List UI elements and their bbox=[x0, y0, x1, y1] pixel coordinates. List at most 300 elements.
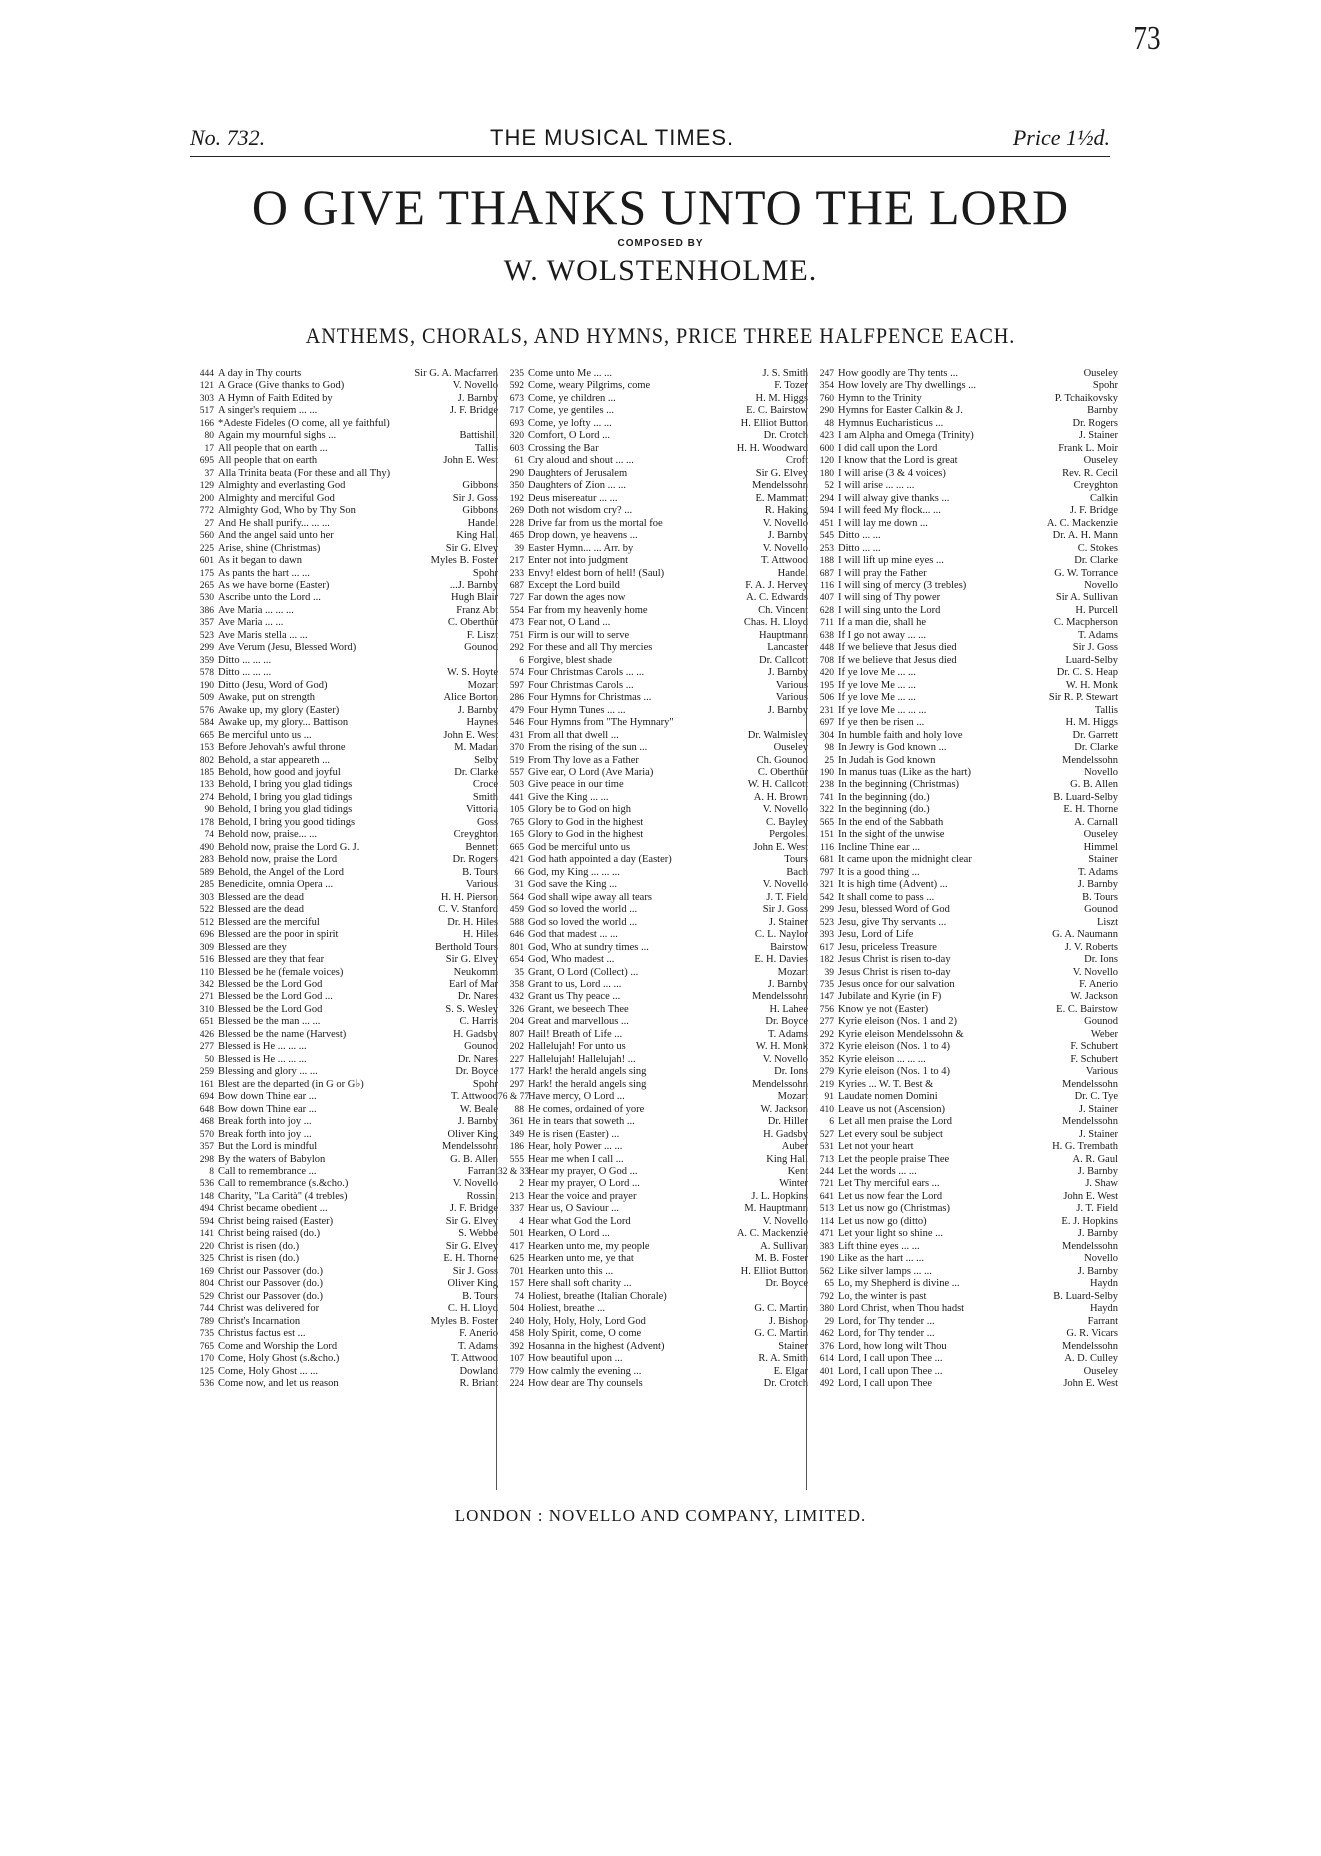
masthead bbox=[190, 125, 1110, 165]
entry-number: 2 bbox=[519, 1179, 524, 1190]
catalogue-entry bbox=[498, 630, 808, 642]
entry-number: 359 bbox=[199, 655, 214, 666]
entry-composer: Weber bbox=[1090, 1028, 1118, 1040]
catalogue-entry bbox=[808, 393, 1118, 405]
entry-title: If we believe that Jesus died bbox=[838, 642, 957, 654]
entry-number: 697 bbox=[819, 718, 834, 729]
catalogue-entry bbox=[808, 605, 1118, 617]
entry-title: It is a good thing ... bbox=[838, 866, 920, 878]
entry-title: God shall wipe away all tears bbox=[528, 891, 652, 903]
entry-composer: Haydn bbox=[1090, 1278, 1118, 1290]
catalogue-entry bbox=[498, 730, 808, 742]
entry-composer: Auber bbox=[781, 1141, 808, 1153]
entry-composer: J. Barnby bbox=[1077, 1166, 1118, 1177]
entry-composer: Dr. Nares bbox=[457, 991, 498, 1003]
entry-number: 294 bbox=[819, 493, 834, 504]
entry-composer: Himmel bbox=[1083, 841, 1118, 853]
entry-composer: Vittoria bbox=[465, 804, 498, 816]
entry-title: A day in Thy courts bbox=[218, 368, 302, 379]
entry-composer: V. Novello bbox=[762, 1053, 808, 1065]
catalogue-entry bbox=[808, 767, 1118, 779]
entry-number: 185 bbox=[199, 768, 214, 778]
catalogue-entry bbox=[808, 1278, 1118, 1290]
entry-number: 39 bbox=[514, 543, 524, 554]
entry-composer: E. Mammatt bbox=[755, 492, 808, 504]
entry-number: 693 bbox=[509, 418, 524, 429]
entry-composer: Winter bbox=[779, 1178, 808, 1190]
catalogue-entry bbox=[498, 1253, 808, 1265]
entry-title: Deus misereatur ... ... bbox=[528, 492, 618, 504]
entry-number: 259 bbox=[199, 1067, 214, 1078]
catalogue-list bbox=[188, 368, 1118, 1490]
entry-title: Blessing and glory ... ... bbox=[218, 1066, 318, 1078]
entry-composer: S. S. Wesley bbox=[445, 1003, 498, 1015]
entry-number: 523 bbox=[819, 917, 834, 928]
entry-title: Hear the voice and prayer bbox=[528, 1190, 637, 1202]
entry-number: 444 bbox=[199, 369, 214, 379]
entry-composer: H. Gadsby bbox=[763, 1128, 808, 1140]
entry-composer: John E. West bbox=[443, 729, 498, 741]
entry-number: 494 bbox=[199, 1204, 214, 1215]
entry-number: 50 bbox=[204, 1054, 214, 1065]
entry-composer: J. T. Field bbox=[766, 891, 808, 903]
catalogue-entry bbox=[808, 468, 1118, 480]
entry-title: Except the Lord build bbox=[528, 579, 620, 591]
entry-number: 687 bbox=[819, 568, 834, 579]
catalogue-entry bbox=[498, 1154, 808, 1166]
entry-composer: R. A. Smith bbox=[758, 1353, 808, 1365]
entry-composer: V. Novello bbox=[762, 517, 808, 529]
entry-number: 517 bbox=[199, 406, 214, 417]
entry-composer: R. Briant bbox=[459, 1377, 498, 1389]
entry-composer: Luard-Selby bbox=[1065, 654, 1118, 666]
catalogue-entry bbox=[808, 1129, 1118, 1141]
entry-title: Hymnus Eucharisticus ... bbox=[838, 417, 944, 429]
entry-title: All people that on earth bbox=[218, 455, 318, 467]
entry-title: I will feed My flock... ... bbox=[838, 505, 941, 517]
entry-composer: V. Novello bbox=[452, 1178, 498, 1190]
entry-composer: Handel bbox=[467, 517, 498, 529]
entry-composer: A. H. Brown bbox=[753, 791, 808, 803]
catalogue-entry bbox=[498, 468, 808, 480]
entry-number: 458 bbox=[509, 1329, 524, 1340]
entry-title: Hail! Breath of Life ... bbox=[528, 1028, 623, 1040]
entry-number: 380 bbox=[819, 1304, 834, 1315]
entry-number: 531 bbox=[819, 1142, 834, 1153]
catalogue-entry bbox=[498, 393, 808, 405]
entry-number: 265 bbox=[199, 580, 214, 591]
entry-title: Hear what God the Lord bbox=[528, 1215, 631, 1227]
entry-composer: S. Webbe bbox=[458, 1228, 498, 1240]
entry-title: A singer's requiem ... ... bbox=[218, 405, 318, 417]
entry-number: 269 bbox=[509, 506, 524, 517]
entry-composer: Stainer bbox=[778, 1340, 808, 1352]
entry-composer: T. Adams bbox=[457, 1340, 498, 1352]
entry-title: He comes, ordained of yore bbox=[528, 1103, 645, 1115]
entry-title: Holy, Holy, Holy, Lord God bbox=[528, 1315, 646, 1327]
page-number: 73 bbox=[1133, 20, 1161, 57]
catalogue-entry bbox=[808, 1341, 1118, 1353]
entry-composer: Dr. Crotch bbox=[763, 430, 808, 442]
entry-composer: Stainer bbox=[1088, 854, 1118, 866]
entry-number: 240 bbox=[509, 1316, 524, 1327]
entry-composer: Creyghton bbox=[1073, 480, 1118, 492]
entry-number: 166 bbox=[199, 418, 214, 429]
entry-composer: Rossini bbox=[466, 1190, 498, 1202]
entry-title: Ave Maria ... ... bbox=[218, 617, 284, 629]
entry-composer: Gibbons bbox=[462, 505, 498, 517]
entry-composer: E. H. Thorne bbox=[1063, 804, 1118, 816]
entry-number: 592 bbox=[509, 381, 524, 392]
entry-number: 735 bbox=[819, 979, 834, 990]
entry-composer: Dr. Hiller bbox=[767, 1116, 808, 1128]
catalogue-entry bbox=[188, 1141, 498, 1153]
catalogue-entry bbox=[498, 1116, 808, 1128]
catalogue-column-3 bbox=[808, 368, 1118, 1390]
entry-composer: H. Purcell bbox=[1075, 604, 1118, 616]
entry-number: 468 bbox=[199, 1117, 214, 1128]
entry-title: Blessed be the name (Harvest) bbox=[218, 1028, 347, 1040]
entry-composer: Sir J. Goss bbox=[762, 904, 808, 916]
entry-title: Jesus Christ is risen to-day bbox=[838, 954, 951, 966]
catalogue-entry bbox=[188, 1203, 498, 1215]
entry-number: 52 bbox=[824, 481, 834, 492]
entry-composer: Franz Abt bbox=[456, 604, 498, 616]
entry-composer: H. Elliot Button bbox=[740, 417, 808, 429]
catalogue-entry bbox=[498, 493, 808, 505]
entry-composer: Mozart bbox=[777, 966, 808, 978]
catalogue-entry bbox=[808, 1154, 1118, 1166]
entry-title: Come, ye gentiles ... bbox=[528, 405, 615, 417]
entry-composer: John E. West bbox=[1063, 1190, 1118, 1202]
entry-composer: Spohr bbox=[1092, 380, 1118, 392]
catalogue-entry bbox=[808, 530, 1118, 542]
catalogue-entry bbox=[188, 493, 498, 505]
catalogue-entry bbox=[808, 1041, 1118, 1053]
entry-composer: Sir G. Elvey bbox=[755, 467, 808, 479]
entry-title: Lift thine eyes ... ... bbox=[838, 1240, 920, 1252]
entry-title: Let your light so shine ... bbox=[838, 1228, 943, 1240]
entry-number: 625 bbox=[509, 1254, 524, 1265]
entry-title: Lord, for Thy tender ... bbox=[838, 1328, 935, 1340]
catalogue-entry bbox=[498, 742, 808, 754]
entry-number: 527 bbox=[819, 1129, 834, 1140]
entry-number: 717 bbox=[509, 406, 524, 417]
entry-composer: Sir J. Goss bbox=[1072, 642, 1118, 654]
entry-number: 35 bbox=[514, 967, 524, 978]
entry-number: 74 bbox=[204, 830, 214, 841]
entry-composer: W. H. Callcott bbox=[747, 779, 808, 791]
entry-number: 522 bbox=[199, 905, 214, 916]
catalogue-entry bbox=[498, 380, 808, 392]
entry-title: Leave us not (Ascension) bbox=[838, 1103, 946, 1115]
composed-by-label: COMPOSED BY bbox=[617, 238, 704, 249]
entry-number: 325 bbox=[199, 1254, 214, 1265]
catalogue-entry bbox=[498, 1054, 808, 1066]
entry-composer: Ouseley bbox=[1083, 1365, 1118, 1377]
catalogue-entry bbox=[188, 530, 498, 542]
entry-composer: Sir R. P. Stewart bbox=[1048, 692, 1118, 704]
catalogue-entry bbox=[188, 1266, 498, 1278]
entry-title: Behold, I bring you glad tidings bbox=[218, 791, 353, 803]
entry-number: 105 bbox=[509, 805, 524, 816]
entry-composer: Pergolesi bbox=[769, 829, 808, 841]
entry-title: Blessed be the Lord God bbox=[218, 1003, 323, 1015]
catalogue-entry bbox=[188, 717, 498, 729]
entry-number: 741 bbox=[819, 792, 834, 803]
entry-composer: Liszt bbox=[1097, 916, 1118, 928]
entry-composer: V. Novello bbox=[762, 1215, 808, 1227]
catalogue-entry bbox=[188, 1004, 498, 1016]
entry-composer: J. Stainer bbox=[1078, 1128, 1118, 1140]
catalogue-entry bbox=[498, 655, 808, 667]
entry-title: Give peace in our time bbox=[528, 779, 624, 791]
entry-number: 151 bbox=[819, 830, 834, 841]
entry-title: Four Hymns from "The Hymnary" bbox=[528, 717, 674, 729]
entry-number: 48 bbox=[824, 418, 834, 429]
entry-number: 310 bbox=[199, 1004, 214, 1015]
entry-number: 61 bbox=[514, 456, 524, 467]
catalogue-entry bbox=[808, 1228, 1118, 1240]
catalogue-entry bbox=[498, 755, 808, 767]
entry-composer: W. Beale bbox=[459, 1103, 498, 1115]
entry-number: 589 bbox=[199, 867, 214, 878]
entry-number: 190 bbox=[819, 1254, 834, 1265]
catalogue-entry bbox=[808, 1191, 1118, 1203]
entry-title: Hark! the herald angels sing bbox=[528, 1066, 647, 1078]
entry-number: 393 bbox=[819, 930, 834, 941]
catalogue-entry bbox=[188, 1278, 498, 1290]
catalogue-entry bbox=[188, 692, 498, 704]
catalogue-entry bbox=[498, 1228, 808, 1240]
catalogue-entry bbox=[808, 804, 1118, 816]
catalogue-entry bbox=[498, 518, 808, 530]
entry-title: But the Lord is mindful bbox=[218, 1141, 318, 1153]
entry-title: Hear my prayer, O God ... bbox=[528, 1166, 638, 1177]
entry-composer: C. Macpherson bbox=[1053, 617, 1118, 629]
entry-title: Break forth into joy ... bbox=[218, 1116, 312, 1128]
catalogue-entry bbox=[188, 1178, 498, 1190]
entry-composer: T. Attwood bbox=[450, 1091, 498, 1103]
entry-title: Come now, and let us reason bbox=[218, 1377, 339, 1389]
entry-title: I will arise (3 & 4 voices) bbox=[838, 467, 946, 479]
entry-composer: Mozart bbox=[777, 1091, 808, 1103]
entry-composer: Gibbons bbox=[462, 480, 498, 492]
entry-composer: H. Gadsby bbox=[453, 1028, 498, 1040]
entry-title: Come and Worship the Lord bbox=[218, 1340, 338, 1352]
entry-title: Great and marvellous ... bbox=[528, 1016, 629, 1028]
catalogue-entry bbox=[498, 555, 808, 567]
catalogue-entry bbox=[498, 680, 808, 692]
entry-title: Charity, "La Carità" (4 trebles) bbox=[218, 1190, 348, 1202]
entry-title: Hearken unto me, ye that bbox=[528, 1253, 634, 1265]
entry-number: 274 bbox=[199, 792, 214, 803]
header-rule bbox=[190, 156, 1110, 157]
entry-number: 188 bbox=[819, 556, 834, 567]
catalogue-entry bbox=[188, 418, 498, 430]
entry-title: Be merciful unto us ... bbox=[218, 729, 312, 741]
entry-composer: Battishill bbox=[459, 430, 498, 442]
entry-composer: C. Stokes bbox=[1077, 542, 1118, 554]
entry-number: 235 bbox=[509, 369, 524, 379]
entry-title: Laudate nomen Domini bbox=[838, 1091, 938, 1103]
catalogue-entry bbox=[498, 1378, 808, 1390]
entry-number: 91 bbox=[824, 1092, 834, 1103]
catalogue-entry bbox=[188, 817, 498, 829]
entry-title: Hear me when I call ... bbox=[528, 1153, 624, 1165]
entry-number: 562 bbox=[819, 1266, 834, 1277]
catalogue-entry bbox=[498, 455, 808, 467]
entry-composer: Mendelssohn bbox=[752, 1078, 808, 1090]
entry-title: God, Who madest ... bbox=[528, 954, 615, 966]
catalogue-entry bbox=[808, 1266, 1118, 1278]
entry-title: Hosanna in the highest (Advent) bbox=[528, 1340, 665, 1352]
catalogue-entry bbox=[808, 1016, 1118, 1028]
catalogue-entry bbox=[188, 1191, 498, 1203]
catalogue-entry bbox=[188, 1129, 498, 1141]
entry-title: Jesu, give Thy servants ... bbox=[838, 916, 947, 928]
entry-composer: Sir J. Goss bbox=[452, 492, 498, 504]
entry-composer: G. B. Allen bbox=[1070, 779, 1118, 791]
entry-title: Blessed is He ... ... ... bbox=[218, 1053, 307, 1065]
entry-title: In Jewry is God known ... bbox=[838, 742, 947, 754]
catalogue-entry bbox=[188, 630, 498, 642]
entry-title: Ave Maris stella ... ... bbox=[218, 629, 308, 641]
catalogue-entry bbox=[188, 705, 498, 717]
entry-title: I am Alpha and Omega (Trinity) bbox=[838, 430, 974, 442]
entry-title: Blessed is He ... ... ... bbox=[218, 1041, 307, 1053]
entry-number: 574 bbox=[509, 668, 524, 679]
entry-number: 247 bbox=[819, 369, 834, 379]
entry-composer: John E. West bbox=[1063, 1377, 1118, 1389]
entry-composer: Gounod bbox=[464, 642, 498, 654]
entry-number: 148 bbox=[199, 1191, 214, 1202]
entry-title: Christ's Incarnation bbox=[218, 1315, 301, 1327]
catalogue-entry bbox=[808, 1116, 1118, 1128]
publisher-imprint bbox=[0, 1506, 1321, 1526]
entry-title: Christ being raised (do.) bbox=[218, 1228, 321, 1240]
entry-composer: C. H. Lloyd bbox=[447, 1303, 498, 1315]
entry-composer: Ouseley bbox=[1083, 455, 1118, 467]
entry-title: I will sing of mercy (3 trebles) bbox=[838, 579, 967, 591]
catalogue-entry bbox=[808, 368, 1118, 380]
entry-title: I will pray the Father bbox=[838, 567, 927, 579]
entry-title: Hearken unto this ... bbox=[528, 1265, 614, 1277]
entry-title: Awake up, my glory (Easter) bbox=[218, 704, 340, 716]
entry-composer: F. Tozer bbox=[774, 380, 808, 392]
entry-title: Blessed be he (female voices) bbox=[218, 966, 344, 978]
entry-number: 681 bbox=[819, 855, 834, 866]
entry-number: 177 bbox=[509, 1067, 524, 1078]
entry-composer: G. A. Naumann bbox=[1052, 929, 1118, 941]
entry-title: Before Jehovah's awful throne bbox=[218, 742, 346, 754]
entry-composer: J. Shaw bbox=[1085, 1178, 1118, 1190]
entry-number: 797 bbox=[819, 867, 834, 878]
entry-composer: T. Adams bbox=[1077, 866, 1118, 878]
entry-title: Fear not, O Land ... bbox=[528, 617, 611, 629]
catalogue-entry bbox=[188, 1091, 498, 1103]
entry-composer: J. Barnby bbox=[1077, 1228, 1118, 1240]
entry-number: 638 bbox=[819, 630, 834, 641]
catalogue-entry bbox=[808, 829, 1118, 841]
entry-composer: Bennett bbox=[465, 841, 498, 853]
catalogue-entry bbox=[188, 1029, 498, 1041]
entry-title: Break forth into joy ... bbox=[218, 1128, 312, 1140]
entry-number: 192 bbox=[509, 493, 524, 504]
entry-composer: E. H. Davies bbox=[754, 954, 808, 966]
entry-number: 290 bbox=[819, 406, 834, 417]
entry-composer: W. S. Hoyte bbox=[447, 667, 498, 679]
entry-number: 219 bbox=[819, 1079, 834, 1090]
entry-number: 807 bbox=[509, 1029, 524, 1040]
entry-title: Grant to us, Lord ... ... bbox=[528, 978, 622, 990]
catalogue-entry bbox=[498, 1178, 808, 1190]
entry-title: Blessed are the dead bbox=[218, 891, 305, 903]
catalogue-entry bbox=[188, 904, 498, 916]
entry-composer: Tallis bbox=[1094, 704, 1118, 716]
entry-title: Hear my prayer, O Lord ... bbox=[528, 1178, 640, 1190]
entry-composer: W. H. Monk bbox=[755, 1041, 808, 1053]
entry-composer: Dowland bbox=[459, 1365, 498, 1377]
catalogue-entry bbox=[498, 1328, 808, 1340]
imprint-text: LONDON : NOVELLO AND COMPANY, bbox=[454, 1506, 779, 1525]
entry-composer: Sir G. Elvey bbox=[445, 1240, 498, 1252]
entry-title: Behold, how good and joyful bbox=[218, 767, 341, 778]
entry-number: 490 bbox=[199, 842, 214, 853]
entry-title: Blessed are the dead bbox=[218, 904, 305, 916]
catalogue-entry bbox=[498, 954, 808, 966]
catalogue-entry bbox=[808, 667, 1118, 679]
entry-number: 789 bbox=[199, 1316, 214, 1327]
entry-title: Let us now go (ditto) bbox=[838, 1215, 927, 1227]
entry-number: 25 bbox=[824, 755, 834, 766]
catalogue-entry bbox=[498, 917, 808, 929]
catalogue-entry bbox=[498, 1016, 808, 1028]
entry-title: Come, ye lofty ... ... bbox=[528, 417, 612, 429]
entry-composer: Goss bbox=[476, 816, 498, 828]
entry-number: 182 bbox=[819, 955, 834, 966]
entry-title: Again my mournful sighs ... bbox=[218, 430, 337, 442]
catalogue-entry bbox=[808, 967, 1118, 979]
entry-composer: John E. West bbox=[443, 455, 498, 467]
entry-number: 735 bbox=[199, 1329, 214, 1340]
catalogue-entry bbox=[498, 1291, 808, 1303]
entry-composer: Barnby bbox=[1087, 405, 1118, 417]
entry-composer: Kent bbox=[787, 1166, 808, 1177]
entry-number: 492 bbox=[819, 1378, 834, 1389]
catalogue-entry bbox=[808, 1291, 1118, 1303]
entry-number: 565 bbox=[819, 817, 834, 828]
entry-composer: V. Novello bbox=[762, 542, 808, 554]
catalogue-entry bbox=[188, 1166, 498, 1178]
entry-title: And the angel said unto her bbox=[218, 530, 334, 542]
entry-composer: C. Oberthür bbox=[447, 617, 498, 629]
entry-number: 133 bbox=[199, 780, 214, 791]
catalogue-entry bbox=[188, 555, 498, 567]
entry-number: 309 bbox=[199, 942, 214, 953]
entry-title: Let Thy merciful ears ... bbox=[838, 1178, 940, 1190]
catalogue-entry bbox=[188, 568, 498, 580]
entry-title: Comfort, O Lord ... bbox=[528, 430, 610, 442]
entry-number: 358 bbox=[509, 979, 524, 990]
entry-composer: J. F. Bridge bbox=[449, 405, 498, 417]
entry-title: Behold, I bring you glad tidings bbox=[218, 804, 353, 816]
entry-composer: Various bbox=[775, 679, 808, 691]
entry-composer: J. L. Hopkins bbox=[751, 1190, 808, 1202]
entry-title: Enter not into judgment bbox=[528, 555, 629, 567]
entry-composer: Haynes bbox=[466, 717, 498, 729]
entry-composer: T. Adams bbox=[1077, 629, 1118, 641]
